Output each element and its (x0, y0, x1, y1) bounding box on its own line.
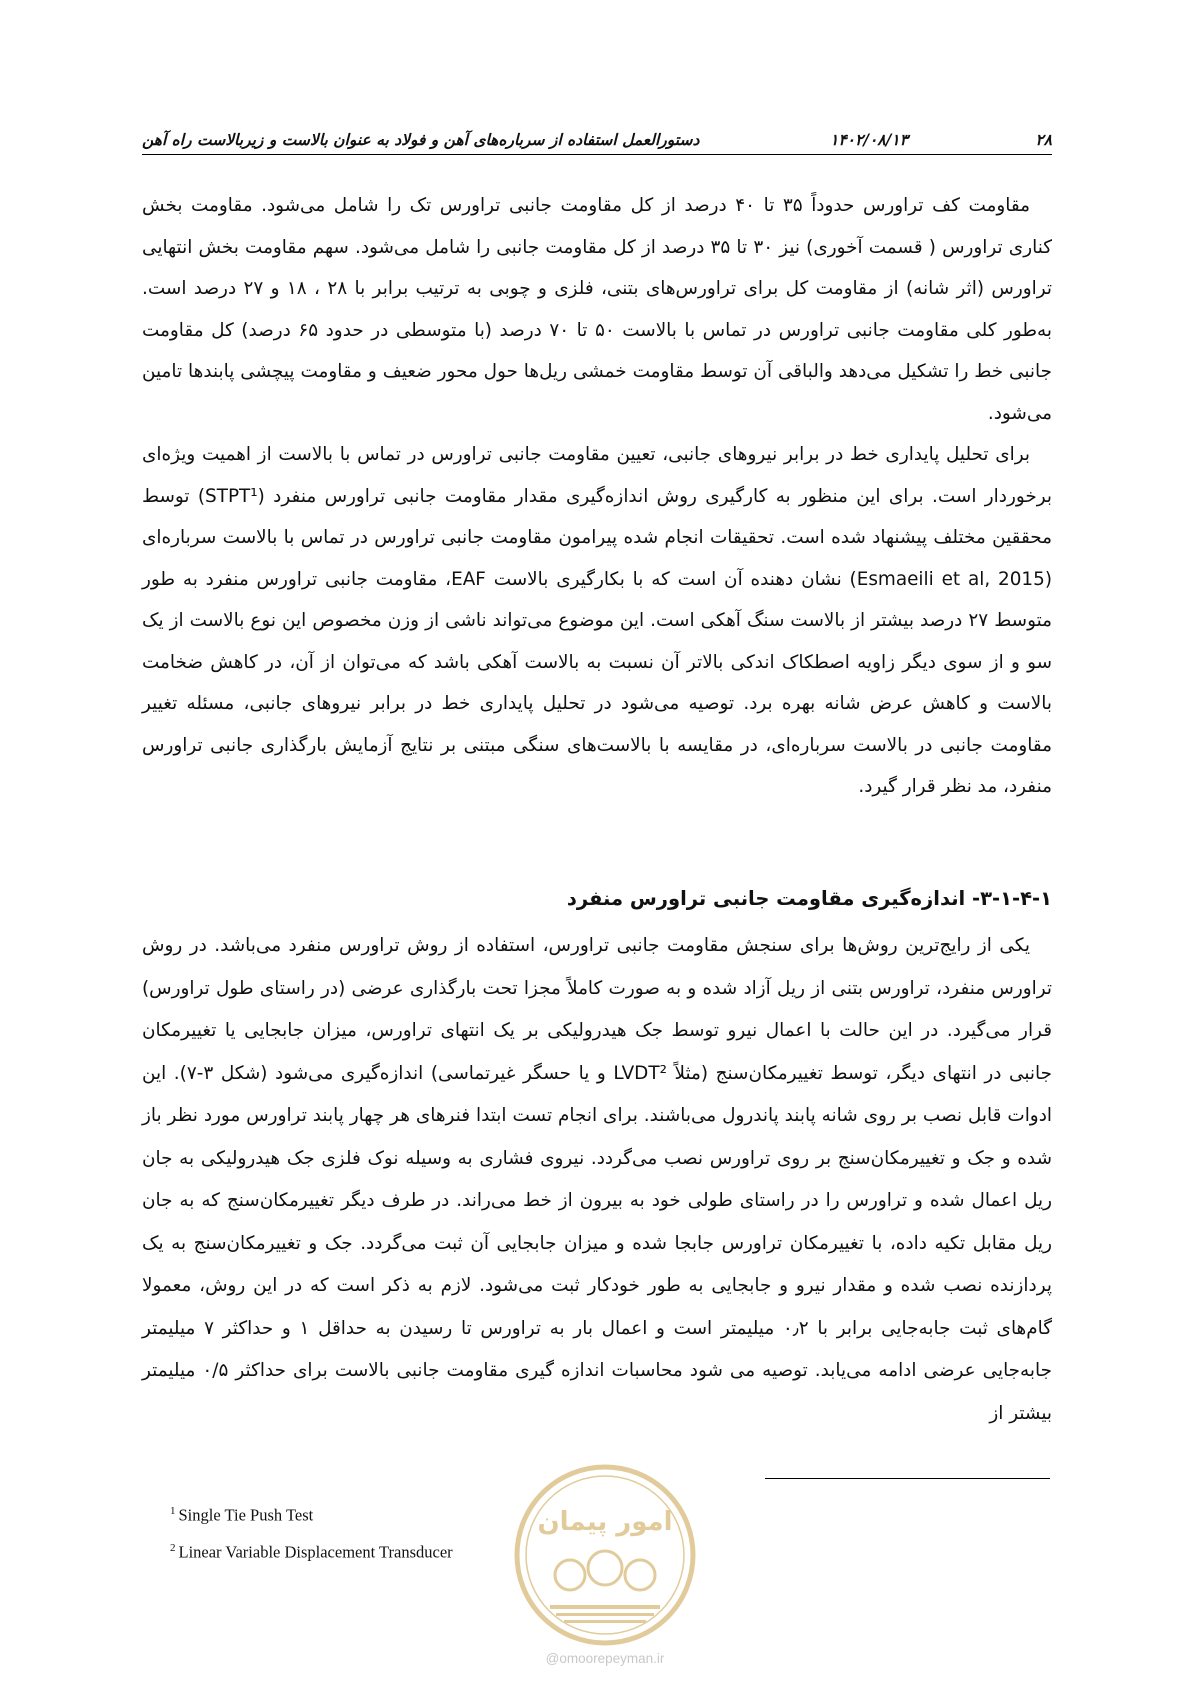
footnote-divider (765, 1478, 1050, 1479)
footnote-text: Single Tie Push Test (178, 1505, 314, 1525)
svg-text:امور پیمان: امور پیمان (537, 1507, 673, 1537)
paragraph: برای تحلیل پایداری خط در برابر نیروهای جانبی، تعیین مقاومت جانبی تراورس در تماس با بالاست از اهمیت ویژه‌ای برخوردار است. برای این منظور به کارگیری روش اندازه‌گیری مقدار مقاومت جانبی تراورس منفرد (STPT¹) توسط محققین مختلف پیشنهاد شده است. تحقیقات انجام شده پیرامون مقاومت جانبی تراورس در تماس با بالاست سرباره‌ای (Esmaeili et al, 2015) نشان دهنده آن است که با بکارگیری بالاست EAF، مقاومت جانبی تراورس منفرد به طور متوسط ۲۷ درصد بیشتر از بالاست سنگ آهکی است. این موضوع می‌تواند ناشی از وزن مخصوص این نوع بالاست از یک سو و از سوی دیگر زاویه اصطکاک اندکی بالاتر آن نسبت به بالاست آهکی باشد که می‌توان از آن، در کاهش ضخامت بالاست و کاهش عرض شانه بهره برد. توصیه می‌شود در تحلیل پایداری خط در برابر نیروهای جانبی، مسئله تغییر مقاومت جانبی در بالاست سرباره‌ای، در مقایسه با بالاست‌های سنگی مبتنی بر نتایج آزمایش بارگذاری جانبی تراورس منفرد، مد نظر قرار گیرد. (142, 444, 1052, 797)
body-text-bottom (142, 925, 1052, 1435)
body-text-top (142, 185, 1052, 808)
page-number: ۲۸ (1035, 130, 1052, 149)
paragraph: یکی از رایج‌ترین روش‌ها برای سنجش مقاومت جانبی تراورس، استفاده از روش تراورس منفرد می‌باشد. در روش تراورس منفرد، تراورس بتنی از ریل آزاد شده و به صورت کاملاً مجزا تحت بارگذاری عرضی (در راستای طول تراورس) قرار می‌گیرد. در این حالت با اعمال نیرو توسط جک هیدرولیکی بر یک انتهای تراورس، میزان جابجایی یا تغییرمکان جانبی در انتهای دیگر، توسط تغییرمکان‌سنج (مثلاً LVDT² و یا حسگر غیرتماسی) اندازه‌گیری می‌شود (شکل ۳-۷). این ادوات قابل نصب بر روی شانه پابند پاندرول می‌باشند. برای انجام تست ابتدا فنرهای هر چهار پابند تراورس مورد نظر باز شده و جک و تغییرمکان‌سنج بر روی تراورس نصب می‌گردد. نیروی فشاری به وسیله نوک فلزی جک هیدرولیکی به جان ریل اعمال شده و تراورس را در راستای طولی خود به بیرون از خط می‌راند. در طرف دیگر تغییرمکان‌سنج که به جان ریل مقابل تکیه داده، با تغییرمکان تراورس جابجا شده و میزان جابجایی آن ثبت می‌گردد. جک و تغییرمکان‌سنج به یک پردازنده نصب شده و مقدار نیرو و جابجایی به طور خودکار ثبت می‌شود. لازم به ذکر است که در این روش، معمولا گام‌های ثبت جابه‌جایی برابر با ۰٫۲ میلیمتر است و اعمال بار به تراورس تا رسیدن به حداقل ۱ و حداکثر ۷ میلیمتر جابه‌جایی عرضی ادامه می‌یابد. توصیه می شود محاسبات اندازه گیری مقاومت جانبی بالاست برای حداکثر ۰/۵ میلیمتر بیشتر از (142, 935, 1052, 1424)
footnote-item (170, 1495, 453, 1532)
footnote-text: Linear Variable Displacement Transducer (178, 1542, 453, 1561)
footnotes (170, 1495, 453, 1568)
footnote-number: 2 (170, 1541, 176, 1554)
page-header (142, 128, 1052, 155)
footnote-item (170, 1532, 453, 1569)
header-date: ۱۴۰۲/۰۸/۱۳ (830, 130, 908, 149)
watermark-seal-icon (510, 1460, 700, 1650)
header-title: دستورالعمل استفاده از سرباره‌های آهن و فولاد به عنوان بالاست و زیربالاست راه آهن (142, 130, 700, 149)
section-heading: ۳-۱-۴-۱- اندازه‌گیری مقاومت جانبی تراورس منفرد (566, 887, 1052, 910)
footnote-number: 1 (170, 1505, 176, 1517)
paragraph: مقاومت کف تراورس حدوداً ۳۵ تا ۴۰ درصد از کل مقاومت جانبی تراورس تک را شامل می‌شود. مقاومت بخش کناری تراورس ( قسمت آخوری) نیز ۳۰ تا ۳۵ درصد از کل مقاومت جانبی را شامل می‌شود. سهم مقاومت بخش انتهایی تراورس (اثر شانه) از مقاومت کل برای تراورس‌های بتنی، فلزی و چوبی به ترتیب برابر با ۲۸ ، ۱۸ و ۲۷ درصد است. به‌طور کلی مقاومت جانبی تراورس در تماس با بالاست ۵۰ تا ۷۰ درصد (با متوسطی در حدود ۶۵ درصد) کل مقاومت جانبی خط را تشکیل می‌دهد والباقی آن توسط مقاومت خمشی ریل‌ها حول محور ضعیف و مقاومت پیچشی پابندها تامین می‌شود. (142, 195, 1052, 424)
watermark-url: @omoorepeyman.ir (545, 1651, 665, 1666)
